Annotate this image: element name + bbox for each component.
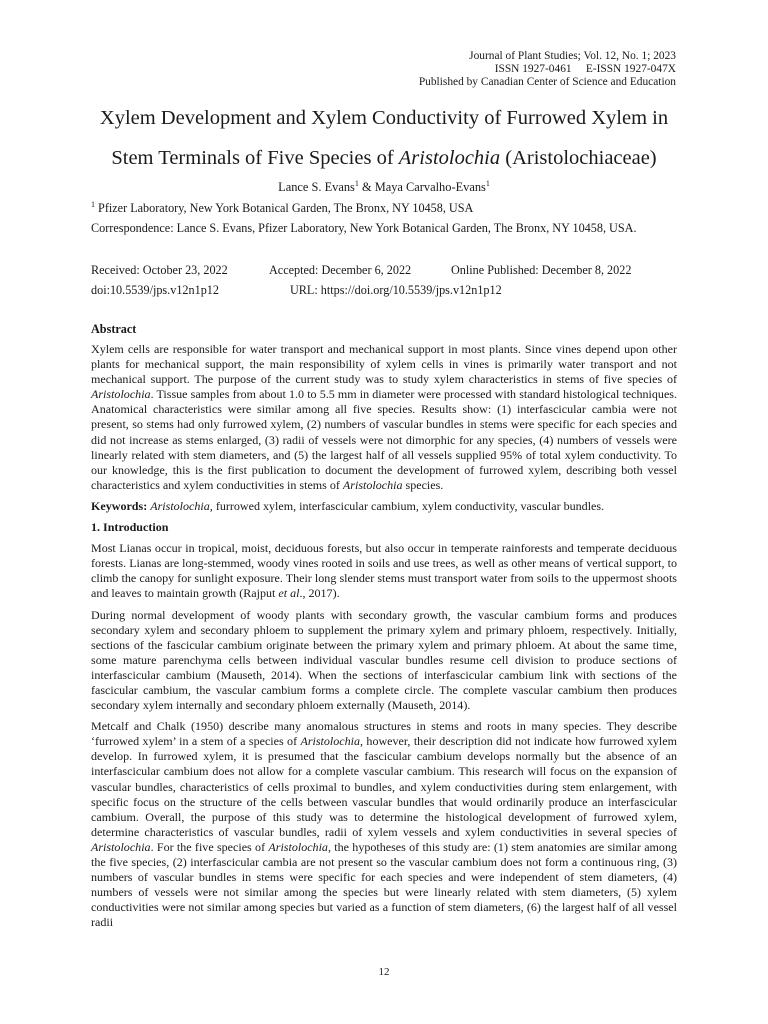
title-genus: Aristolochia bbox=[398, 147, 501, 169]
affiliation-text: Pfizer Laboratory, New York Botanical Garden, The Bronx, NY 10458, USA bbox=[95, 201, 474, 216]
abstract-text bbox=[91, 342, 677, 493]
intro-p3-d: , the hypotheses of this study are: (1) stem anatomies are similar among the five species, (2) interfascicular cambia are not present so the vascular cambium does not form a continuous ring, (3) numbers of vascular bundles in stems were specific for each species and were independent of stem diameters, (4) numbers of vessels were not similar among the species but were linearly related with stem diameters, (5) xylem conductivities were not similar among species but varied as a function of stem diameters, (6) the largest half of all vessel radii bbox=[91, 839, 677, 930]
accepted-date: Accepted: December 6, 2022 bbox=[269, 263, 412, 277]
correspondence: Correspondence: Lance S. Evans, Pfizer Laboratory, New York Botanical Garden, The Bronx, NY 10458, USA. bbox=[91, 221, 637, 235]
main-text bbox=[91, 342, 677, 936]
intro-p3-c: . For the five species of bbox=[150, 839, 269, 854]
title-prefix: Stem Terminals of Five Species of bbox=[111, 147, 399, 169]
intro-p1-a: Most Lianas occur in tropical, moist, deciduous forests, but also occur in temperate rainforests and temperate deciduous forests. Lianas are long-stemmed, woody vines rooted in soils and use trees, as well as other means of vertical support, to climb the canopy for sunlight exposure. Their long slender stems must transport water from soils to the uppermost shoots and leaves to maintain growth (Rajput bbox=[91, 541, 677, 601]
paper-title-line-2 bbox=[40, 146, 728, 170]
doi-url-link[interactable]: URL: https://doi.org/10.5539/jps.v12n1p12 bbox=[290, 283, 502, 297]
intro-p3-b: , however, their description did not indicate how furrowed xylem develop. In furrowed xylem, it is presumed that the fascicular cambium develops normally but the absence of an interfascicular cambium does not allow for a complete vascular cambium. This research will focus on the expansion of vascular bundles, characteristics of cells proximal to bundles, and xylem conductivities during stem enlargement, with specific focus on the structure of the cells between vascular bundles that would ordinarily produce an interfascicular cambium. Overall, the purpose of this study was to determine the histological development of furrowed xylem, determine characteristics of vascular bundles, radii of xylem vessels and xylem conductivities in several species of bbox=[91, 734, 677, 839]
author-2-affil-mark: 1 bbox=[485, 179, 490, 188]
paper-title-line-1: Xylem Development and Xylem Conductivity of Furrowed Xylem in bbox=[99, 107, 669, 129]
journal-header bbox=[276, 50, 676, 90]
keywords-label: Keywords: bbox=[91, 498, 148, 513]
journal-issn: ISSN 1927-0461 E-ISSN 1927-047X bbox=[494, 63, 676, 76]
author-1: Lance S. Evans bbox=[278, 180, 355, 195]
abstract-genus-2: Aristolochia bbox=[342, 477, 403, 492]
doi: doi:10.5539/jps.v12n1p12 bbox=[91, 283, 219, 297]
title-suffix: (Aristolochiaceae) bbox=[500, 147, 657, 169]
intro-p3-genus-3: Aristolochia bbox=[268, 839, 328, 854]
intro-p1-b: ., 2017). bbox=[299, 586, 340, 601]
intro-p3-a: Metcalf and Chalk (1950) describe many anomalous structures in stems and roots in many species. They describe ‘furrowed xylem’ in a stem of a species of bbox=[91, 719, 677, 749]
intro-p1-etal: et al bbox=[278, 586, 300, 601]
keywords-rest: furrowed xylem, interfascicular cambium, xylem conductivity, vascular bundles. bbox=[212, 498, 605, 513]
intro-p3-genus-1: Aristolochia bbox=[300, 734, 361, 749]
keyword-genus: Aristolochia, bbox=[150, 498, 213, 513]
published-date: Online Published: December 8, 2022 bbox=[451, 263, 632, 277]
abstract-genus-1: Aristolochia bbox=[91, 387, 151, 402]
page-number: 12 bbox=[378, 966, 390, 978]
received-date: Received: October 23, 2022 bbox=[91, 263, 228, 277]
journal-citation: Journal of Plant Studies; Vol. 12, No. 1; 2023 bbox=[469, 50, 676, 62]
intro-paragraph-2: During normal development of woody plants with secondary growth, the vascular cambium forms and produces secondary xylem and secondary phloem to supplement the primary xylem and primary phloem, respectively. Initially, sections of the fascicular cambium originate between the primary xylem and primary phloem. At about the same time, some mature parenchyma cells between individual vascular bundles resume cell division to produce sections of interfascicular cambium (Mauseth, 2014). When the sections of interfascicular cambium link with sections of the fascicular cambium, the vascular cambium forms a complete circle. The complete vascular cambium then produces secondary xylem internally and secondary phloem externally (Mauseth, 2014). bbox=[91, 607, 677, 713]
journal-publisher: Published by Canadian Center of Science and Education bbox=[418, 76, 676, 89]
intro-paragraph-3 bbox=[91, 719, 677, 930]
affiliation bbox=[91, 200, 473, 216]
author-1-affil-mark: 1 bbox=[354, 179, 359, 188]
author-2: Maya Carvalho-Evans bbox=[374, 180, 486, 195]
abstract-part-1: Xylem cells are responsible for water transport and mechanical support in most plants. Since vines depend upon other plants for mechanical support, the main responsibility of xylem cells in vines is primarily water transport and not mechanical support. The purpose of the current study was to study xylem characteristics in stems of five species of bbox=[91, 342, 677, 387]
author-list bbox=[0, 179, 768, 195]
introduction-heading: 1. Introduction bbox=[91, 520, 169, 535]
affiliation-mark: 1 bbox=[91, 200, 95, 209]
abstract-heading: Abstract bbox=[91, 322, 137, 336]
intro-p3-genus-2: Aristolochia bbox=[91, 839, 151, 854]
intro-paragraph-1 bbox=[91, 541, 677, 601]
author-joiner: & bbox=[358, 180, 375, 195]
abstract-part-2: . Tissue samples from about 1.0 to 5.5 mm in diameter were processed with standard histological techniques. Anatomical characteristics were similar among all five species. Results show: (1) interfascicular cambia were not present, so stems had only furrowed xylem, (2) numbers of vascular bundles in stems were specific for each species and did not increase as stems enlarged, (3) radii of vessels were not dimorphic for any species, (4) numbers of vessels were linearly related with stem diameters, and (5) the largest half of all vessels supplied 95% of total xylem conductivity. To our knowledge, this is the first publication to document the development of furrowed xylem, describing both vessel characteristics and xylem conductivities in stems of bbox=[91, 387, 677, 492]
keywords bbox=[91, 499, 677, 514]
abstract-part-3: species. bbox=[402, 477, 444, 492]
